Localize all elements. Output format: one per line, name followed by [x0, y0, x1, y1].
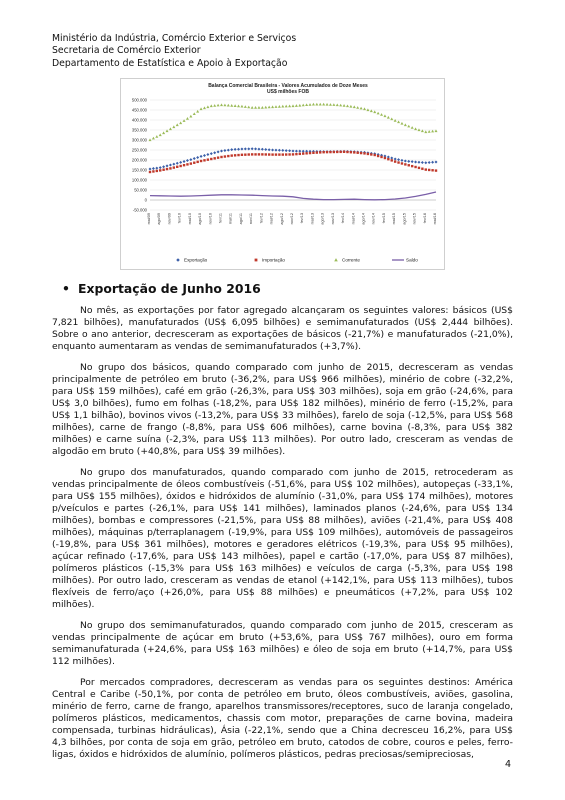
data-point [241, 154, 243, 156]
data-point [343, 151, 345, 153]
x-tick-label: mai/16 [433, 213, 437, 225]
x-tick-label: nov/09 [167, 213, 172, 225]
y-tick-label: 100.000 [131, 177, 147, 183]
data-point [394, 160, 396, 162]
data-point [251, 153, 253, 155]
data-point [179, 165, 181, 167]
x-tick-label: nov/13 [330, 213, 335, 225]
paragraph: Por mercados compradores, decresceram as vendas para os seguintes destinos: América Central e Caribe (-50,1%, por conta de petróleo em bruto, óleos combustíveis, aviões, gasolina, minério de ferro, carne de frango, aparelhos transmissores/receptores, suco de laranja congelado, polímeros plásticos, medicamentos, chassis com motor, preparações de carne bovina, madeira compensada, turbinas hidráulicas), Ásia (-22,1%, sendo que a China decresceu 16,2%, para US$ 4,3 bilhões, por conta de soja em grão, petróleo em bruto, catodos de cobre, couros e peles, ferro-ligas, óxidos e hidróxidos de alumínio, polímeros plásticos, pedras preciosas/semipreciosas, [52, 677, 513, 760]
section-heading [62, 281, 261, 296]
secretariat-line: Secretaria de Comércio Exterior [52, 45, 201, 57]
legend-label: Exportação [184, 257, 208, 263]
data-point [312, 152, 314, 154]
x-tick-label: fev/10 [177, 213, 182, 224]
data-point [282, 153, 284, 155]
data-point [336, 151, 338, 153]
data-point [360, 152, 362, 154]
data-point [387, 158, 389, 160]
data-point [333, 151, 335, 153]
data-point [234, 154, 236, 156]
data-point [288, 153, 290, 155]
data-point [213, 157, 215, 159]
x-tick-label: mai/15 [392, 213, 397, 225]
legend-label: Saldo [406, 257, 418, 263]
y-tick-label: 250.000 [131, 147, 147, 153]
data-point [391, 159, 393, 161]
x-tick-label: ago/13 [320, 213, 325, 225]
x-tick-label: ago/14 [361, 213, 366, 225]
data-point [356, 152, 358, 154]
data-point [278, 153, 280, 155]
data-point [411, 165, 413, 167]
data-point [203, 159, 205, 161]
data-point [435, 169, 437, 171]
data-point [254, 153, 256, 155]
x-tick-label: fev/13 [300, 213, 305, 224]
paragraph: No grupo dos semimanufaturados, quando comparado com junho de 2015, cresceram as vendas principalmente de açúcar em bruto (+53,6%, para US$ 767 milhões), ouro em forma semimanufaturada (+24,6%, para US$ 163 milhões) e óleo de soja em bruto (+14,7%, para US$ 112 milhões). [52, 620, 513, 667]
data-point [265, 153, 267, 155]
y-tick-label: 400.000 [131, 117, 147, 123]
paragraph: No grupo dos manufaturados, quando comparado com junho de 2015, retrocederam as vendas principalmente de óleos combustíveis (-51,6%, para US$ 102 milhões), autopeças (-33,1%, para US$ 155 milhões), óxidos e hidróxidos de alumínio (-31,0%, para US$ 174 milhões), motores p/veículos e partes (-26,1%, para US$ 141 milhões), laminados planos (-24,6%, para US$ 134 milhões), bombas e compressores (-21,5%, para US$ 88 milhões), aviões (-21,4%, para US$ 408 milhões), máquinas p/terraplanagem (-19,9%, para US$ 109 milhões), automóveis de passageiros (-19,8%, para US$ 361 milhões), motores e geradores elétricos (-19,3%, para US$ 95 milhões), açúcar refinado (-17,6%, para US$ 143 milhões), papel e cartão (-17,0%, para US$ 87 milhões), polímeros plásticos (-15,3% para US$ 163 milhões) e veículos de carga (-5,3%, para US$ 198 milhões). Por outro lado, cresceram as vendas de etanol (+142,1%, para US$ 113 milhões), tubos flexíveis de ferro/aço (+26,0%, para US$ 88 milhões) e pneumáticos (+7,2%, para US$ 102 milhões). [52, 467, 513, 610]
data-point [363, 152, 365, 154]
data-point [183, 164, 185, 166]
chart-title: Balança Comercial Brasileira - Valores Acumulados de Doze Meses [208, 83, 368, 89]
data-point [316, 151, 318, 153]
data-point [374, 154, 376, 156]
data-point [162, 169, 164, 171]
data-point [156, 170, 158, 172]
data-point [207, 158, 209, 160]
x-tick-label: nov/14 [371, 213, 376, 225]
data-point [309, 152, 311, 154]
data-point [275, 153, 277, 155]
data-point [285, 153, 287, 155]
data-point [414, 166, 416, 168]
legend-label: Importação [262, 257, 285, 263]
data-point [408, 164, 410, 166]
data-point [380, 156, 382, 158]
data-point [196, 161, 198, 163]
data-point [418, 167, 420, 169]
x-tick-label: mai/09 [147, 213, 151, 225]
data-point [346, 151, 348, 153]
department-line: Departamento de Estatística e Apoio à Exportação [52, 57, 288, 69]
ministry-line: Ministério da Indústria, Comércio Exterior e Serviços [52, 33, 297, 44]
body-text [52, 305, 513, 770]
data-point [200, 160, 202, 162]
data-point [186, 163, 188, 165]
section-title-text: Exportação de Junho 2016 [78, 281, 261, 296]
x-tick-label: mai/13 [310, 213, 315, 225]
data-point [302, 152, 304, 154]
x-tick-label: mai/12 [269, 213, 274, 225]
document-header [52, 33, 296, 70]
y-tick-label: 0 [144, 197, 147, 203]
data-point [367, 153, 369, 155]
x-tick-label: fev/15 [381, 213, 386, 224]
x-tick-label: ago/11 [238, 213, 243, 225]
data-point [169, 167, 171, 169]
x-tick-label: nov/12 [290, 213, 294, 225]
y-tick-label: 200.000 [131, 157, 147, 163]
y-tick-label: -50.000 [132, 207, 147, 213]
x-axis [147, 213, 437, 225]
data-point [292, 153, 294, 155]
data-point [224, 155, 226, 157]
data-point [305, 152, 307, 154]
data-point [190, 162, 192, 164]
data-point [268, 153, 270, 155]
y-tick-label: 450.000 [131, 107, 147, 113]
chart-subtitle: US$ milhões FOB [267, 89, 309, 95]
data-point [397, 161, 399, 163]
data-point [350, 151, 352, 153]
data-point [258, 153, 260, 155]
chart-svg [120, 78, 445, 270]
paragraph: No grupo dos básicos, quando comparado com junho de 2015, decresceram as vendas principalmente de petróleo em bruto (-36,2%, para US$ 966 milhões), minério de cobre (-32,2%, para US$ 159 milhões), café em grão (-26,3%, para US$ 303 milhões), soja em grão (-24,6%, para US$ 3,0 bilhões), fumo em folhas (-18,2%, para US$ 182 milhões), minério de ferro (-15,2%, para US$ 1,1 bilhão), bovinos vivos (-13,2%, para US$ 33 milhões), farelo de soja (-12,5%, para US$ 568 milhões), carne de frango (-8,8%, para US$ 606 milhões), carne bovina (-8,3%, para US$ 382 milhões) e carne suína (-2,3%, para US$ 113 milhões). Por outro lado, cresceram as vendas de algodão em bruto (+40,8%, para US$ 39 milhões). [52, 362, 513, 457]
data-point [428, 169, 430, 171]
data-point [231, 154, 233, 156]
x-tick-label: nov/15 [412, 213, 417, 225]
legend-swatch [255, 259, 258, 262]
x-tick-label: mai/14 [351, 213, 356, 225]
legend-label: Corrente [342, 257, 360, 263]
x-tick-label: mai/10 [187, 213, 192, 225]
y-tick-label: 150.000 [131, 167, 147, 173]
y-tick-label: 50.000 [134, 187, 147, 193]
data-point [237, 154, 239, 156]
data-point [152, 170, 154, 172]
x-tick-label: fev/12 [259, 213, 264, 224]
x-tick-label: nov/11 [249, 213, 254, 225]
data-point [244, 153, 246, 155]
x-tick-label: fev/14 [341, 213, 346, 224]
data-point [210, 158, 212, 160]
data-point [227, 155, 229, 157]
data-point [193, 162, 195, 164]
paragraph: No mês, as exportações por fator agregado alcançaram os seguintes valores: básicos (US$ 7,821 bilhões), manufaturados (US$ 6,095 bilhões) e semimanufaturados (US$ 2,444 bilhões). Sobre o ano anterior, decresceram as exportações de básicos (-21,7%) e manufaturados (-21,0%), enquanto aumentaram as vendas de semimanufaturados (+3,7%). [52, 305, 513, 352]
data-point [425, 168, 427, 170]
data-point [176, 166, 178, 168]
x-tick-label: ago/12 [279, 213, 284, 225]
data-point [384, 157, 386, 159]
data-point [271, 153, 273, 155]
data-point [159, 169, 161, 171]
data-point [431, 169, 433, 171]
y-tick-label: 500.000 [131, 97, 147, 103]
data-point [322, 151, 324, 153]
data-point [217, 156, 219, 158]
x-tick-label: ago/10 [198, 213, 203, 225]
data-point [404, 163, 406, 165]
data-point [353, 151, 355, 153]
x-tick-label: fev/16 [422, 213, 427, 224]
data-point [421, 168, 423, 170]
data-point [299, 153, 301, 155]
data-point [248, 153, 250, 155]
x-tick-label: fev/11 [218, 213, 223, 224]
data-point [401, 162, 403, 164]
x-tick-label: mai/11 [228, 213, 233, 225]
data-point [329, 151, 331, 153]
x-tick-label: ago/15 [402, 213, 407, 225]
data-point [149, 171, 151, 173]
trade-balance-chart [120, 78, 445, 270]
data-point [319, 151, 321, 153]
x-tick-label: ago/09 [157, 213, 162, 225]
data-point [166, 168, 168, 170]
data-point [339, 151, 341, 153]
data-point [295, 153, 297, 155]
bullet-icon: • [62, 281, 70, 296]
data-point [370, 153, 372, 155]
y-tick-label: 350.000 [131, 127, 147, 133]
data-point [220, 156, 222, 158]
data-point [173, 166, 175, 168]
data-point [326, 151, 328, 153]
page-number: 4 [505, 759, 512, 770]
x-tick-label: nov/10 [208, 213, 213, 225]
data-point [261, 153, 263, 155]
y-tick-label: 300.000 [131, 137, 147, 143]
data-point [377, 155, 379, 157]
